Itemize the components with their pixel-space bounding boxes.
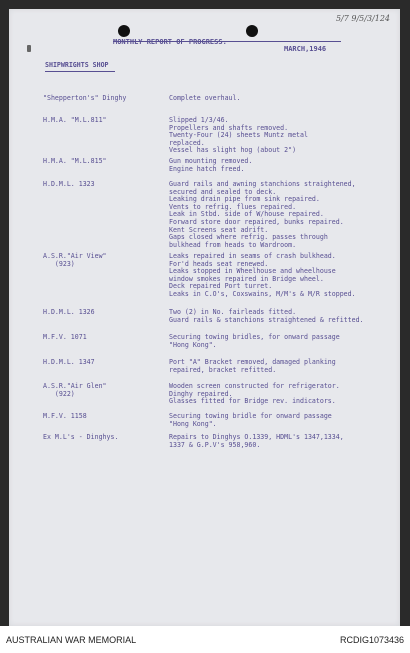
entry-description	[169, 181, 356, 249]
entry-line: Vents to refrig. flues repaired.	[169, 202, 297, 211]
entry-description	[169, 158, 252, 173]
section-underline	[45, 71, 115, 72]
entry-line: Engine hatch freed.	[169, 164, 245, 173]
entry-description	[169, 434, 344, 449]
entry-vessel: M.F.V. 1071	[43, 333, 87, 341]
entry-description	[169, 95, 240, 103]
entry-vessel: H.D.M.L. 1326	[43, 308, 95, 316]
entry-line: Repairs to Dinghys O.1339, HDML's 1347,1334,	[169, 433, 344, 441]
footer-id: RCDIG1073436	[339, 635, 404, 645]
document-page	[9, 9, 400, 626]
entry-line: For'd heads seat renewed.	[169, 259, 269, 268]
entry-line: "Hong Kong".	[169, 340, 217, 349]
entry-line: Securing towing bridle for onward passage	[169, 412, 332, 420]
entry-description	[169, 383, 340, 406]
entry-line: Forward store door repaired, bunks repaired.	[169, 217, 344, 226]
entry-line: Deck repaired Port turret.	[169, 282, 273, 291]
entry-line: Glasses fitted for Bridge rev. indicators.	[169, 397, 336, 406]
entry-description	[169, 117, 308, 155]
entry-line: Wooden screen constructed for refrigerator.	[169, 382, 340, 390]
report-header	[9, 31, 400, 61]
entry-description	[169, 359, 336, 374]
entry-line: replaced.	[169, 138, 205, 147]
entry-line: Dinghy repaired.	[169, 389, 233, 398]
entry-vessel: M.F.V. 1158	[43, 412, 87, 420]
entry-line: window smokes repaired in Bridge wheel.	[169, 274, 324, 283]
entry-line: Leaks repaired in seams of crash bulkhead.	[169, 252, 336, 260]
entry-description	[169, 253, 356, 299]
footer-credit: AUSTRALIAN WAR MEMORIAL	[6, 635, 137, 645]
entry-vessel: A.S.R."Air Glen" (922)	[43, 382, 107, 398]
entry-vessel: H.M.A. "M.L.815"	[43, 157, 107, 165]
entry-vessel: H.D.M.L. 1347	[43, 358, 95, 366]
entry-line: Gaps closed where refrig. passes through	[169, 233, 328, 242]
entry-line: Guard rails and awning stanchions straightened,	[169, 180, 356, 188]
entry-line: Two (2) in No. fairleads fitted.	[169, 308, 297, 316]
footer-bar	[0, 626, 410, 653]
entry-line: Leaking drain pipe from sink repaired.	[169, 195, 320, 204]
title-underline	[113, 41, 341, 42]
section-heading: SHIPWRIGHTS SHOP	[45, 61, 109, 69]
entry-line: Slipped 1/3/46.	[169, 116, 229, 124]
entry-line: repaired, bracket refitted.	[169, 365, 277, 374]
entry-description	[169, 334, 340, 349]
entry-line: Leak in Stbd. side of W/house repaired.	[169, 210, 324, 219]
entry-line: secured and sealed to deck.	[169, 187, 277, 196]
entry-line: Guard rails & stanchions straightened & refitted.	[169, 315, 364, 324]
report-period: MARCH,1946	[284, 45, 327, 54]
entry-line: Vessel has slight hog (about 2")	[169, 146, 297, 155]
entry-line: Complete overhaul.	[169, 94, 241, 102]
entry-line: Securing towing bridles, for onward passage	[169, 333, 340, 341]
entry-line: Leaks in C.O's, Coxswains, M/M's & M/R stopped.	[169, 289, 356, 298]
report-title: MONTHLY REPORT OF PROGRESS.	[113, 37, 227, 46]
entry-line: Port "A" Bracket removed, damaged planking	[169, 358, 336, 366]
entry-line: Twenty-Four (24) sheets Muntz metal	[169, 131, 308, 140]
reference-number: 5/7 9/5/3/124	[335, 14, 390, 23]
entry-vessel: "Shepperton's" Dinghy	[43, 94, 127, 102]
entry-description	[169, 309, 364, 324]
entry-vessel: A.S.R."Air View" (923)	[43, 252, 107, 268]
entry-vessel: H.D.M.L. 1323	[43, 180, 95, 188]
entry-line: bulkhead from heads to Wardroom.	[169, 240, 297, 249]
entry-line: Leaks stopped in Wheelhouse and wheelhouse	[169, 267, 336, 276]
entry-vessel: Ex M.L's - Dinghys.	[43, 433, 119, 441]
entry-line: 1337 & G.P.V's 958,960.	[169, 440, 261, 449]
entry-vessel: H.M.A. "M.L.811"	[43, 116, 107, 124]
entry-line: Gun mounting removed.	[169, 157, 253, 165]
entry-line: "Hong Kong".	[169, 419, 217, 428]
entry-line: Propellers and shafts removed.	[169, 123, 289, 132]
entry-line: Kent Screens seat adrift.	[169, 225, 269, 234]
entry-description	[169, 413, 332, 428]
